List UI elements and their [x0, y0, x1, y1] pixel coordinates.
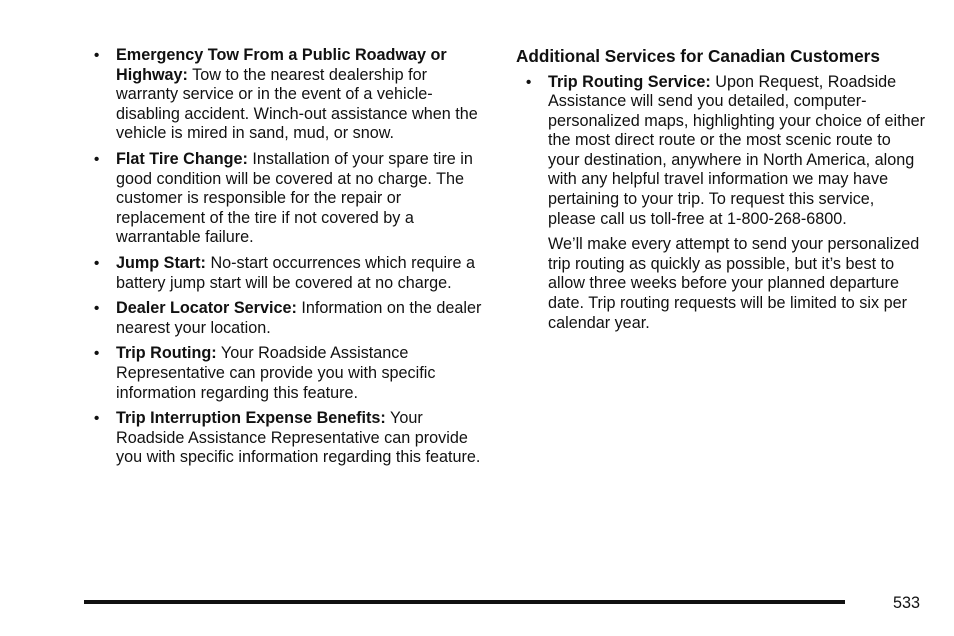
canadian-services-list [516, 73, 926, 230]
list-item [92, 150, 492, 248]
trip-routing-note: We’ll make every attempt to send your personalized trip routing as quickly as possible, but it’s best to allow three weeks before your planned departure date. Trip routing requests will be limited to six per calendar year. [548, 235, 920, 332]
list-item-text: Tow to the nearest dealership for warranty service or in the event of a vehicle-disabling accident. Winch-out assistance when the vehicle is mired in sand, mud, or snow. [116, 65, 478, 143]
roadside-services-list [92, 46, 492, 468]
list-item [92, 46, 492, 144]
list-item-term: Trip Routing Service: [548, 72, 711, 91]
bullet-icon: • [94, 345, 100, 363]
bullet-icon: • [526, 73, 532, 91]
bullet-icon: • [94, 150, 100, 168]
section-heading: Additional Services for Canadian Customers [516, 46, 880, 66]
list-item-text: Your Roadside Assistance Representative can provide you with specific information regarding this feature. [116, 409, 481, 467]
list-item-term: Dealer Locator Service: [116, 299, 297, 318]
list-item-term: Flat Tire Change: [116, 149, 248, 168]
list-item-term: Trip Routing: [116, 344, 217, 363]
right-column [516, 46, 926, 333]
list-item-term: Emergency Tow From a Public Roadway or Highway: [116, 46, 447, 84]
bullet-icon: • [94, 47, 100, 64]
list-item [516, 73, 926, 230]
left-column [92, 46, 492, 474]
list-item-term: Jump Start: [116, 253, 206, 272]
list-item [92, 299, 492, 338]
list-item-text: Your Roadside Assistance Representative can provide you with specific information regarding this feature. [116, 344, 436, 402]
list-item-text: No-start occurrences which require a battery jump start will be covered at no charge. [116, 253, 475, 292]
list-item-text: Installation of your spare tire in good condition will be covered at no charge. The customer is responsible for the repair or replacement of the tire if not covered by a warrantable failure. [116, 149, 473, 247]
list-item-term: Trip Interruption Expense Benefits: [116, 409, 386, 428]
list-item [92, 344, 492, 403]
footer-rule [84, 600, 845, 604]
bullet-icon: • [94, 254, 100, 272]
bullet-icon: • [94, 300, 100, 318]
list-item-text: Upon Request, Roadside Assistance will send you detailed, computer-personalized maps, highlighting your choice of either the most direct route or the most scenic route to your destination, anywhere in North America, along with any helpful travel information we may have pertaining to your trip. To request this service, please call us toll-free at 1-800-268-6800. [548, 72, 926, 228]
page-number: 533 [892, 594, 920, 612]
bullet-icon: • [94, 410, 100, 428]
list-item [92, 409, 492, 468]
list-item [92, 254, 492, 293]
list-item-text: Information on the dealer nearest your location. [116, 299, 482, 337]
